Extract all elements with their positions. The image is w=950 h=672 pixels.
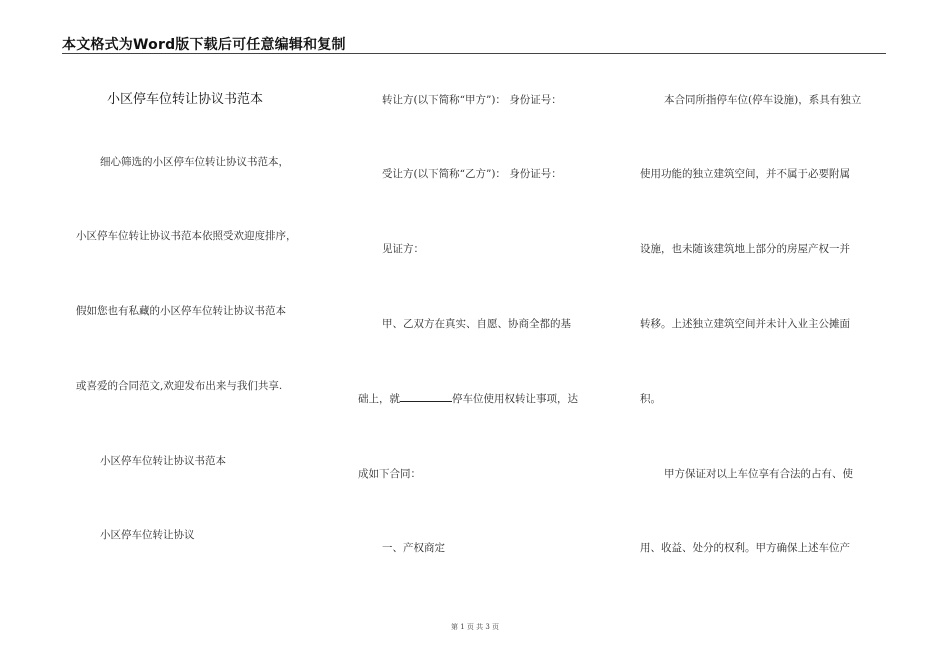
intro-line-3: 假如您也有私藏的小区停车位转让协议书范本 xyxy=(76,305,286,317)
witness-line: 见证方： xyxy=(382,243,424,255)
page-number: 第 1 页 共 3 页 xyxy=(450,623,500,631)
intro-line-4: 或喜爱的合同范文,欢迎发布出来与我们共享. xyxy=(76,380,283,392)
subheading-1: 小区停车位转让协议书范本 xyxy=(100,455,226,467)
contract-paragraph-line-2 xyxy=(358,392,578,406)
section-heading-1: 一、产权商定 xyxy=(382,542,445,554)
col3-line-1: 本合同所指停车位(停车设施)，系具有独立 xyxy=(664,94,862,106)
intro-line-2: 小区停车位转让协议书范本依照受欢迎度排序， xyxy=(76,230,297,242)
fill-in-blank xyxy=(400,392,452,402)
contract-paragraph-line-3: 成如下合同： xyxy=(358,468,421,480)
paragraph-prefix: 础上，就 xyxy=(358,393,400,405)
col3-line-6: 甲方保证对以上车位享有合法的占有、使 xyxy=(664,468,853,480)
col3-line-5: 积。 xyxy=(640,393,661,405)
col3-line-3: 设施，也未随该建筑地上部分的房屋产权一并 xyxy=(640,243,850,255)
document-title: 小区停车位转让协议书范本 xyxy=(107,92,264,107)
col3-line-4: 转移。上述独立建筑空间并未计入业主公摊面 xyxy=(640,318,850,330)
col3-line-7: 用、收益、处分的权利。甲方确保上述车位产 xyxy=(640,542,850,554)
header-divider xyxy=(62,53,886,54)
subheading-2: 小区停车位转让协议 xyxy=(100,529,195,541)
party-b-line: 受让方(以下简称“乙方”)： 身份证号： xyxy=(382,168,562,180)
paragraph-suffix: 停车位使用权转让事项，达 xyxy=(452,393,578,405)
intro-line-1: 细心筛选的小区停车位转让协议书范本， xyxy=(100,156,289,168)
document-header: 本文格式为Word版下载后可任意编辑和复制 xyxy=(62,37,346,53)
party-a-line: 转让方(以下简称“甲方”)： 身份证号： xyxy=(382,94,562,106)
col3-line-2: 使用功能的独立建筑空间，并不属于必要附属 xyxy=(640,168,850,180)
contract-paragraph-line-1: 甲、乙双方在真实、自愿、协商全都的基 xyxy=(382,318,571,330)
